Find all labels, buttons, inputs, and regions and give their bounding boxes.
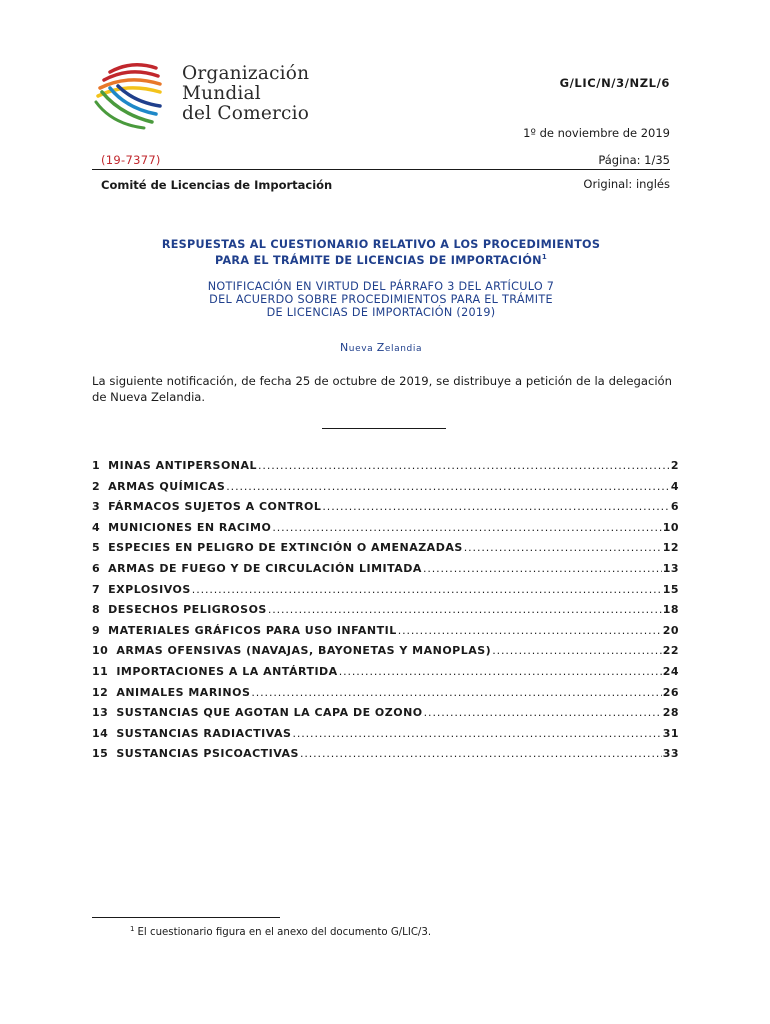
country-initial-1: N xyxy=(339,341,349,354)
org-name-line-3: del Comercio xyxy=(182,103,310,124)
toc-entry-page: 26 xyxy=(662,685,679,699)
toc-entry-page: 24 xyxy=(662,664,679,678)
toc-entry-title: MUNICIONES EN RACIMO xyxy=(108,520,272,534)
toc-entry-13[interactable] xyxy=(92,706,679,727)
toc-entry-page: 22 xyxy=(662,644,679,658)
toc-leader-dots xyxy=(424,706,662,719)
toc-leader-dots xyxy=(398,624,662,637)
toc-entry-number: 8 xyxy=(92,603,101,617)
toc-entry-title: ESPECIES EN PELIGRO DE EXTINCIÓN O AMENAZADAS xyxy=(108,541,463,555)
toc-entry-8[interactable] xyxy=(92,603,679,624)
toc-entry-number: 4 xyxy=(92,520,101,534)
toc-entry-title: ARMAS DE FUEGO Y DE CIRCULACIÓN LIMITADA xyxy=(108,561,422,575)
toc-entry-number: 13 xyxy=(92,706,109,720)
footnote xyxy=(130,925,431,938)
title-line-2 xyxy=(92,251,670,267)
toc-entry-title: DESECHOS PELIGROSOS xyxy=(108,603,267,617)
document-date: 1º de noviembre de 2019 xyxy=(523,126,670,140)
toc-entry-number: 6 xyxy=(92,561,101,575)
toc-leader-dots xyxy=(272,521,661,534)
footnote-marker: 1 xyxy=(130,925,135,933)
toc-entry-number: 1 xyxy=(92,459,101,472)
toc-leader-dots xyxy=(300,747,662,760)
toc-leader-dots xyxy=(258,459,670,472)
toc-entry-page: 10 xyxy=(662,520,679,534)
country-name xyxy=(92,341,670,356)
toc-entry-page: 15 xyxy=(662,582,679,596)
toc-entry-12[interactable] xyxy=(92,686,679,707)
country-rest-2: elandia xyxy=(384,344,423,354)
toc-entry-title: SUSTANCIAS PSICOACTIVAS xyxy=(116,747,299,761)
toc-leader-dots xyxy=(464,541,662,554)
toc-entry-page: 12 xyxy=(662,541,679,555)
toc-entry-page: 13 xyxy=(662,561,679,575)
toc-entry-title: MATERIALES GRÁFICOS PARA USO INFANTIL xyxy=(108,623,397,637)
toc-entry-page: 28 xyxy=(662,706,679,720)
page-indicator: Página: 1/35 xyxy=(598,153,670,167)
original-language: Original: inglés xyxy=(583,177,670,191)
toc-entry-2[interactable] xyxy=(92,480,679,501)
toc-leader-dots xyxy=(423,562,662,575)
toc-entry-page: 6 xyxy=(670,500,679,514)
toc-leader-dots xyxy=(226,480,670,493)
title-line-1: RESPUESTAS AL CUESTIONARIO RELATIVO A LOS PROCEDIMIENTOS xyxy=(161,238,601,251)
wto-emblem-icon xyxy=(90,58,174,130)
wto-logo xyxy=(90,58,350,130)
toc-entry-title: FÁRMACOS SUJETOS A CONTROL xyxy=(108,500,322,514)
toc-entry-5[interactable] xyxy=(92,541,679,562)
toc-entry-number: 14 xyxy=(92,726,109,740)
toc-entry-number: 11 xyxy=(92,664,109,678)
toc-entry-number: 3 xyxy=(92,500,101,514)
toc-entry-1[interactable] xyxy=(92,459,679,480)
toc-entry-title: SUSTANCIAS QUE AGOTAN LA CAPA DE OZONO xyxy=(116,706,423,720)
subtitle-line-1: NOTIFICACIÓN EN VIRTUD DEL PÁRRAFO 3 DEL ARTÍCULO 7 xyxy=(207,280,555,293)
toc-entry-15[interactable] xyxy=(92,747,679,768)
footnote-divider xyxy=(92,917,280,918)
footnote-text: El cuestionario figura en el anexo del documento G/LIC/3. xyxy=(137,927,432,938)
toc-entry-7[interactable] xyxy=(92,583,679,604)
toc-entry-number: 5 xyxy=(92,541,101,555)
toc-entry-page: 33 xyxy=(662,747,679,761)
toc-entry-10[interactable] xyxy=(92,644,679,665)
toc-entry-title: ARMAS QUÍMICAS xyxy=(108,479,226,493)
toc-entry-page: 20 xyxy=(662,623,679,637)
org-name-line-1: Organización xyxy=(182,63,310,84)
document-title xyxy=(92,238,670,267)
toc-entry-4[interactable] xyxy=(92,521,679,542)
toc-entry-6[interactable] xyxy=(92,562,679,583)
toc-entry-title: IMPORTACIONES A LA ANTÁRTIDA xyxy=(116,664,338,678)
toc-entry-title: ANIMALES MARINOS xyxy=(116,685,251,699)
toc-entry-title: EXPLOSIVOS xyxy=(108,582,191,596)
intro-paragraph: La siguiente notificación, de fecha 25 de octubre de 2019, se distribuye a petición de la delegación de Nueva Zelandia. xyxy=(92,374,672,404)
toc-entry-page: 18 xyxy=(662,603,679,617)
toc-leader-dots xyxy=(292,727,661,740)
document-reference: (19-7377) xyxy=(101,153,161,167)
document-subtitle xyxy=(92,280,670,319)
toc-leader-dots xyxy=(492,644,661,657)
org-name-line-2: Mundial xyxy=(182,83,261,104)
toc-leader-dots xyxy=(268,603,662,616)
footnote-reference[interactable]: 1 xyxy=(541,253,548,261)
toc-entry-page: 31 xyxy=(662,726,679,740)
toc-entry-number: 2 xyxy=(92,479,101,493)
toc-entry-title: MINAS ANTIPERSONAL xyxy=(108,459,258,472)
toc-entry-number: 15 xyxy=(92,747,109,761)
table-of-contents xyxy=(92,459,679,768)
toc-entry-number: 7 xyxy=(92,582,101,596)
toc-entry-title: SUSTANCIAS RADIACTIVAS xyxy=(116,726,292,740)
toc-entry-14[interactable] xyxy=(92,727,679,748)
subtitle-line-2: DEL ACUERDO SOBRE PROCEDIMIENTOS PARA EL TRÁMITE xyxy=(209,293,553,306)
toc-entry-11[interactable] xyxy=(92,665,679,686)
toc-leader-dots xyxy=(251,686,661,699)
toc-entry-3[interactable] xyxy=(92,500,679,521)
country-initial-2: Z xyxy=(376,341,385,354)
committee-name: Comité de Licencias de Importación xyxy=(101,178,333,192)
toc-leader-dots xyxy=(192,583,662,596)
toc-entry-number: 9 xyxy=(92,623,101,637)
toc-entry-number: 12 xyxy=(92,685,109,699)
subtitle-line-3: DE LICENCIAS DE IMPORTACIÓN (2019) xyxy=(266,306,496,319)
title-line-2-text: PARA EL TRÁMITE DE LICENCIAS DE IMPORTACIÓN xyxy=(214,254,542,267)
header-divider xyxy=(92,169,670,170)
toc-entry-9[interactable] xyxy=(92,624,679,645)
toc-entry-title: ARMAS OFENSIVAS (NAVAJAS, BAYONETAS Y MANOPLAS) xyxy=(116,644,492,658)
toc-leader-dots xyxy=(339,665,662,678)
country-rest-1: ueva xyxy=(348,344,377,354)
separator-rule xyxy=(322,428,446,429)
document-symbol: G/LIC/N/3/NZL/6 xyxy=(559,76,670,90)
toc-entry-number: 10 xyxy=(92,644,109,658)
toc-entry-page: 4 xyxy=(670,479,679,493)
toc-entry-page: 2 xyxy=(670,459,679,472)
toc-leader-dots xyxy=(322,500,669,513)
